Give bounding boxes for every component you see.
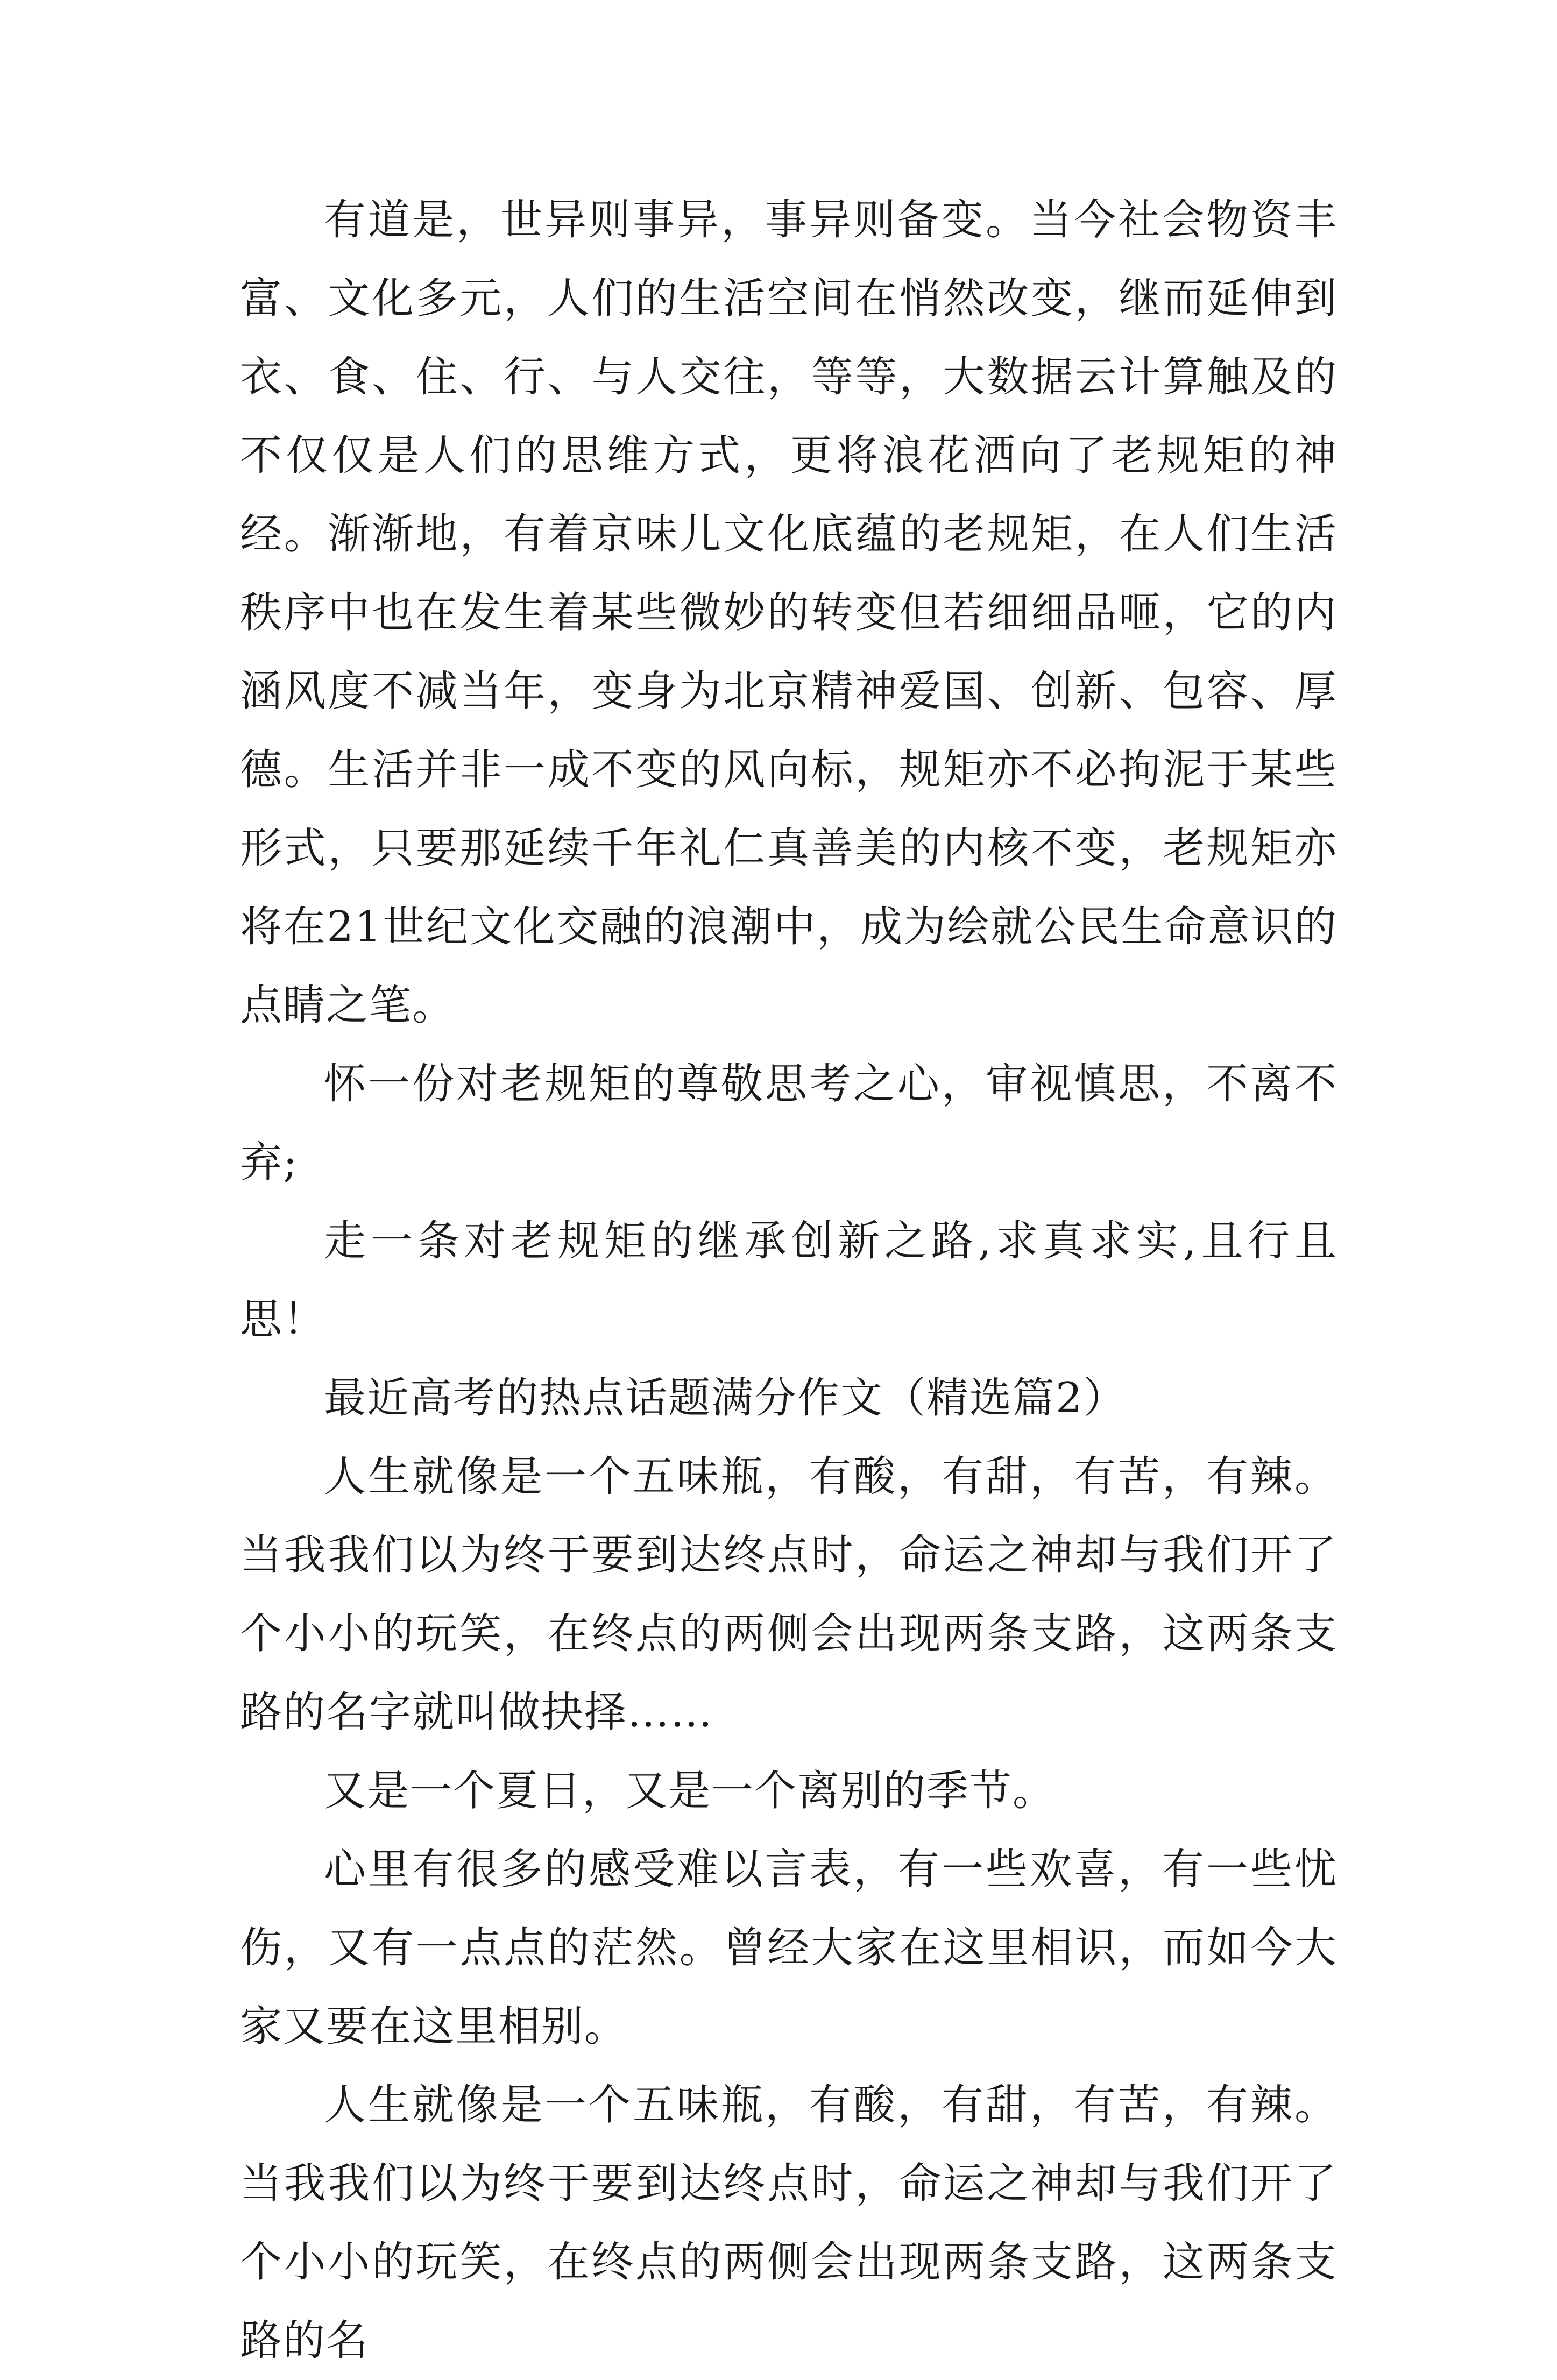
document-body [240,181,1337,2380]
paragraph-respect: 怀一份对老规矩的尊敬思考之心，审视慎思，不离不弃; [240,1060,1337,1187]
paragraph-inherit: 走一条对老规矩的继承创新之路,求真求实,且行且思！ [240,1217,1337,1344]
paragraph-feelings: 心里有很多的感受难以言表，有一些欢喜，有一些忧伤，又有一点点的茫然。曾经大家在这里相识，而如今大家又要在这里相别。 [240,1845,1337,2051]
paragraph-life-bottle: 人生就像是一个五味瓶，有酸，有甜，有苦，有辣。当我我们以为终于要到达终点时，命运之神却与我们开了个小小的玩笑，在终点的两侧会出现两条支路，这两条支路的名字就叫做抉择…… [240,1453,1337,1737]
paragraph-old-rules: 有道是，世异则事异，事异则备变。当今社会物资丰富、文化多元，人们的生活空间在悄然改变，继而延伸到衣、食、住、行、与人交往，等等，大数据云计算触及的不仅仅是人们的思维方式，更将浪花洒向了老规矩的神经。渐渐地，有着京味儿文化底蕴的老规矩，在人们生活秩序中也在发生着某些微妙的转变但若细细品咂，它的内涵风度不减当年，变身为北京精神爱国、创新、包容、厚德。生活并非一成不变的风向标，规矩亦不必拘泥于某些形式，只要那延续千年礼仁真善美的内核不变，老规矩亦将在21世纪文化交融的浪潮中，成为绘就公民生命意识的点睛之笔。 [240,196,1337,1030]
paragraph-summer: 又是一个夏日，又是一个离别的季节。 [324,1767,1056,1815]
section-title: 最近高考的热点话题满分作文（精选篇2） [324,1374,1127,1422]
paragraph-life-bottle-repeat: 人生就像是一个五味瓶，有酸，有甜，有苦，有辣。当我我们以为终于要到达终点时，命运之神却与我们开了个小小的玩笑，在终点的两侧会出现两条支路，这两条支路的名 [240,2081,1337,2365]
